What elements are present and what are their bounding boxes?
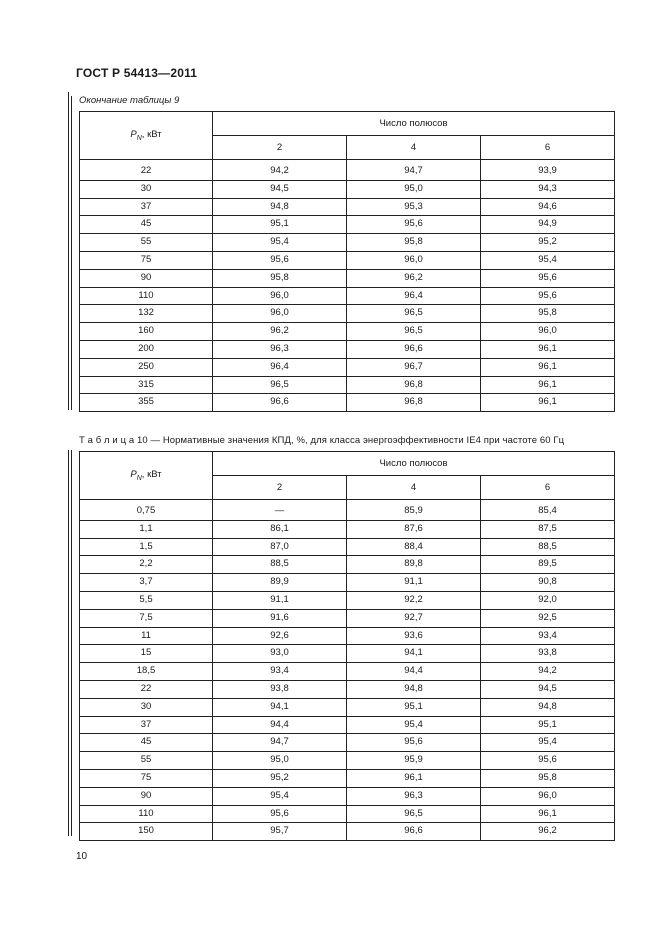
efficiency-cell: 93,4 — [481, 627, 615, 645]
power-cell: 22 — [80, 680, 213, 698]
efficiency-cell: 92,0 — [481, 591, 615, 609]
efficiency-cell: 95,8 — [481, 769, 615, 787]
poles-group-header: Число полюсов — [213, 452, 615, 476]
power-cell: 30 — [80, 180, 213, 198]
power-cell: 11 — [80, 627, 213, 645]
efficiency-cell: 96,6 — [347, 823, 481, 841]
efficiency-cell: 96,8 — [347, 394, 481, 412]
efficiency-cell: 93,6 — [347, 627, 481, 645]
efficiency-cell: 96,1 — [481, 340, 615, 358]
table-row — [80, 680, 615, 698]
efficiency-cell: 95,0 — [347, 180, 481, 198]
efficiency-cell: 95,8 — [213, 269, 347, 287]
power-cell: 30 — [80, 698, 213, 716]
efficiency-cell: — — [213, 500, 347, 521]
efficiency-cell: 95,4 — [213, 234, 347, 252]
efficiency-cell: 96,1 — [481, 805, 615, 823]
efficiency-cell: 94,4 — [213, 716, 347, 734]
efficiency-cell: 95,6 — [347, 734, 481, 752]
poles-header: 4 — [347, 136, 481, 160]
power-cell: 90 — [80, 787, 213, 805]
efficiency-cell: 96,0 — [347, 251, 481, 269]
table-row — [80, 234, 615, 252]
efficiency-cell: 96,5 — [213, 376, 347, 394]
efficiency-cell: 94,5 — [481, 680, 615, 698]
table-row — [80, 160, 615, 181]
revision-margin-line — [71, 450, 72, 836]
efficiency-cell: 96,4 — [347, 287, 481, 305]
efficiency-cell: 95,6 — [347, 216, 481, 234]
efficiency-cell: 92,2 — [347, 591, 481, 609]
efficiency-cell: 95,1 — [481, 716, 615, 734]
table-row — [80, 805, 615, 823]
efficiency-cell: 89,9 — [213, 574, 347, 592]
table-row — [80, 538, 615, 556]
revision-margin-line — [68, 92, 69, 410]
efficiency-cell: 96,0 — [481, 787, 615, 805]
power-cell: 5,5 — [80, 591, 213, 609]
table9-caption: Окончание таблицы 9 — [79, 95, 180, 106]
efficiency-cell: 95,7 — [213, 823, 347, 841]
efficiency-cell: 94,7 — [213, 734, 347, 752]
efficiency-cell: 96,5 — [347, 805, 481, 823]
efficiency-cell: 95,4 — [213, 787, 347, 805]
power-cell: 55 — [80, 234, 213, 252]
efficiency-cell: 96,7 — [347, 358, 481, 376]
table-row — [80, 645, 615, 663]
table-row — [80, 323, 615, 341]
efficiency-cell: 92,6 — [213, 627, 347, 645]
power-cell: 1,1 — [80, 520, 213, 538]
efficiency-cell: 93,9 — [481, 160, 615, 181]
table-row — [80, 287, 615, 305]
efficiency-cell: 95,0 — [213, 752, 347, 770]
efficiency-cell: 94,1 — [213, 698, 347, 716]
efficiency-cell: 96,5 — [347, 305, 481, 323]
efficiency-cell: 95,9 — [347, 752, 481, 770]
efficiency-cell: 95,2 — [481, 234, 615, 252]
efficiency-cell: 96,8 — [347, 376, 481, 394]
table-row — [80, 663, 615, 681]
efficiency-cell: 87,5 — [481, 520, 615, 538]
efficiency-cell: 95,3 — [347, 198, 481, 216]
revision-margin-line — [68, 450, 69, 836]
table-row — [80, 216, 615, 234]
efficiency-cell: 87,6 — [347, 520, 481, 538]
table-row — [80, 556, 615, 574]
table-row — [80, 376, 615, 394]
table-row — [80, 305, 615, 323]
poles-header: 4 — [347, 476, 481, 500]
efficiency-cell: 89,5 — [481, 556, 615, 574]
table9-body — [80, 160, 615, 412]
efficiency-cell: 88,5 — [481, 538, 615, 556]
table10-body — [80, 500, 615, 841]
efficiency-cell: 96,1 — [481, 376, 615, 394]
efficiency-cell: 94,8 — [481, 698, 615, 716]
efficiency-cell: 95,8 — [347, 234, 481, 252]
efficiency-cell: 93,8 — [481, 645, 615, 663]
table-row — [80, 609, 615, 627]
power-cell: 160 — [80, 323, 213, 341]
power-cell: 2,2 — [80, 556, 213, 574]
efficiency-cell: 93,0 — [213, 645, 347, 663]
table-row — [80, 251, 615, 269]
table-row — [80, 734, 615, 752]
efficiency-cell: 94,8 — [213, 198, 347, 216]
efficiency-cell: 96,6 — [213, 394, 347, 412]
efficiency-cell: 96,1 — [347, 769, 481, 787]
efficiency-cell: 96,3 — [213, 340, 347, 358]
efficiency-cell: 96,5 — [347, 323, 481, 341]
efficiency-cell: 95,4 — [347, 716, 481, 734]
table-row — [80, 358, 615, 376]
efficiency-cell: 94,3 — [481, 180, 615, 198]
efficiency-cell: 88,5 — [213, 556, 347, 574]
power-cell: 45 — [80, 734, 213, 752]
page-number: 10 — [76, 851, 88, 862]
table-row — [80, 823, 615, 841]
efficiency-cell: 96,4 — [213, 358, 347, 376]
table-row — [80, 520, 615, 538]
efficiency-cell: 96,1 — [481, 358, 615, 376]
efficiency-cell: 95,6 — [481, 269, 615, 287]
efficiency-cell: 96,6 — [347, 340, 481, 358]
efficiency-cell: 95,4 — [481, 251, 615, 269]
table-row — [80, 500, 615, 521]
power-column-header: $P_N$, кВт — [80, 112, 213, 160]
power-cell: 1,5 — [80, 538, 213, 556]
efficiency-cell: 86,1 — [213, 520, 347, 538]
table-row — [80, 716, 615, 734]
efficiency-cell: 94,2 — [213, 160, 347, 181]
efficiency-cell: 96,2 — [481, 823, 615, 841]
efficiency-cell: 96,3 — [347, 787, 481, 805]
poles-group-header: Число полюсов — [213, 112, 615, 136]
table-row — [80, 769, 615, 787]
document-title: ГОСТ Р 54413—2011 — [76, 66, 198, 80]
efficiency-cell: 87,0 — [213, 538, 347, 556]
efficiency-cell: 95,6 — [481, 287, 615, 305]
efficiency-cell: 94,7 — [347, 160, 481, 181]
table-row — [80, 591, 615, 609]
efficiency-cell: 94,1 — [347, 645, 481, 663]
table-row — [80, 698, 615, 716]
efficiency-cell: 92,5 — [481, 609, 615, 627]
power-cell: 315 — [80, 376, 213, 394]
efficiency-cell: 88,4 — [347, 538, 481, 556]
power-cell: 250 — [80, 358, 213, 376]
efficiency-cell: 95,6 — [213, 805, 347, 823]
power-cell: 90 — [80, 269, 213, 287]
efficiency-cell: 96,2 — [347, 269, 481, 287]
poles-header: 2 — [213, 136, 347, 160]
power-cell: 37 — [80, 716, 213, 734]
poles-header: 6 — [481, 136, 615, 160]
efficiency-cell: 94,9 — [481, 216, 615, 234]
efficiency-cell: 91,1 — [347, 574, 481, 592]
efficiency-cell: 91,1 — [213, 591, 347, 609]
table-row — [80, 180, 615, 198]
power-cell: 37 — [80, 198, 213, 216]
efficiency-cell: 96,0 — [213, 305, 347, 323]
power-cell: 22 — [80, 160, 213, 181]
table-row — [80, 394, 615, 412]
efficiency-cell: 93,8 — [213, 680, 347, 698]
power-cell: 150 — [80, 823, 213, 841]
power-cell: 110 — [80, 805, 213, 823]
poles-header: 2 — [213, 476, 347, 500]
power-cell: 55 — [80, 752, 213, 770]
efficiency-cell: 94,4 — [347, 663, 481, 681]
efficiency-cell: 95,2 — [213, 769, 347, 787]
power-column-header: $P_N$, кВт — [80, 452, 213, 500]
power-cell: 0,75 — [80, 500, 213, 521]
power-cell: 110 — [80, 287, 213, 305]
table-row — [80, 269, 615, 287]
efficiency-cell: 95,6 — [213, 251, 347, 269]
efficiency-cell: 94,6 — [481, 198, 615, 216]
poles-header: 6 — [481, 476, 615, 500]
table-row — [80, 627, 615, 645]
table9 — [79, 111, 615, 412]
efficiency-cell: 95,4 — [481, 734, 615, 752]
efficiency-cell: 95,8 — [481, 305, 615, 323]
efficiency-cell: 93,4 — [213, 663, 347, 681]
efficiency-cell: 96,0 — [213, 287, 347, 305]
efficiency-cell: 96,2 — [213, 323, 347, 341]
table-row — [80, 752, 615, 770]
efficiency-cell: 91,6 — [213, 609, 347, 627]
power-cell: 3,7 — [80, 574, 213, 592]
efficiency-cell: 85,4 — [481, 500, 615, 521]
table-row — [80, 787, 615, 805]
efficiency-cell: 95,1 — [213, 216, 347, 234]
efficiency-cell: 96,0 — [481, 323, 615, 341]
table-row — [80, 198, 615, 216]
table10-caption: Т а б л и ц а 10 — Нормативные значения КПД, %, для класса энергоэффективности IE4 при частоте 60 Гц — [79, 435, 565, 446]
efficiency-cell: 95,1 — [347, 698, 481, 716]
power-cell: 18,5 — [80, 663, 213, 681]
power-cell: 45 — [80, 216, 213, 234]
efficiency-cell: 90,8 — [481, 574, 615, 592]
power-cell: 7,5 — [80, 609, 213, 627]
power-cell: 200 — [80, 340, 213, 358]
power-cell: 355 — [80, 394, 213, 412]
efficiency-cell: 96,1 — [481, 394, 615, 412]
table-row — [80, 340, 615, 358]
power-cell: 75 — [80, 251, 213, 269]
table10 — [79, 451, 615, 841]
power-cell: 132 — [80, 305, 213, 323]
table-row — [80, 574, 615, 592]
efficiency-cell: 92,7 — [347, 609, 481, 627]
power-cell: 15 — [80, 645, 213, 663]
power-cell: 75 — [80, 769, 213, 787]
efficiency-cell: 89,8 — [347, 556, 481, 574]
efficiency-cell: 95,6 — [481, 752, 615, 770]
efficiency-cell: 85,9 — [347, 500, 481, 521]
efficiency-cell: 94,8 — [347, 680, 481, 698]
efficiency-cell: 94,2 — [481, 663, 615, 681]
efficiency-cell: 94,5 — [213, 180, 347, 198]
revision-margin-line — [71, 96, 72, 410]
